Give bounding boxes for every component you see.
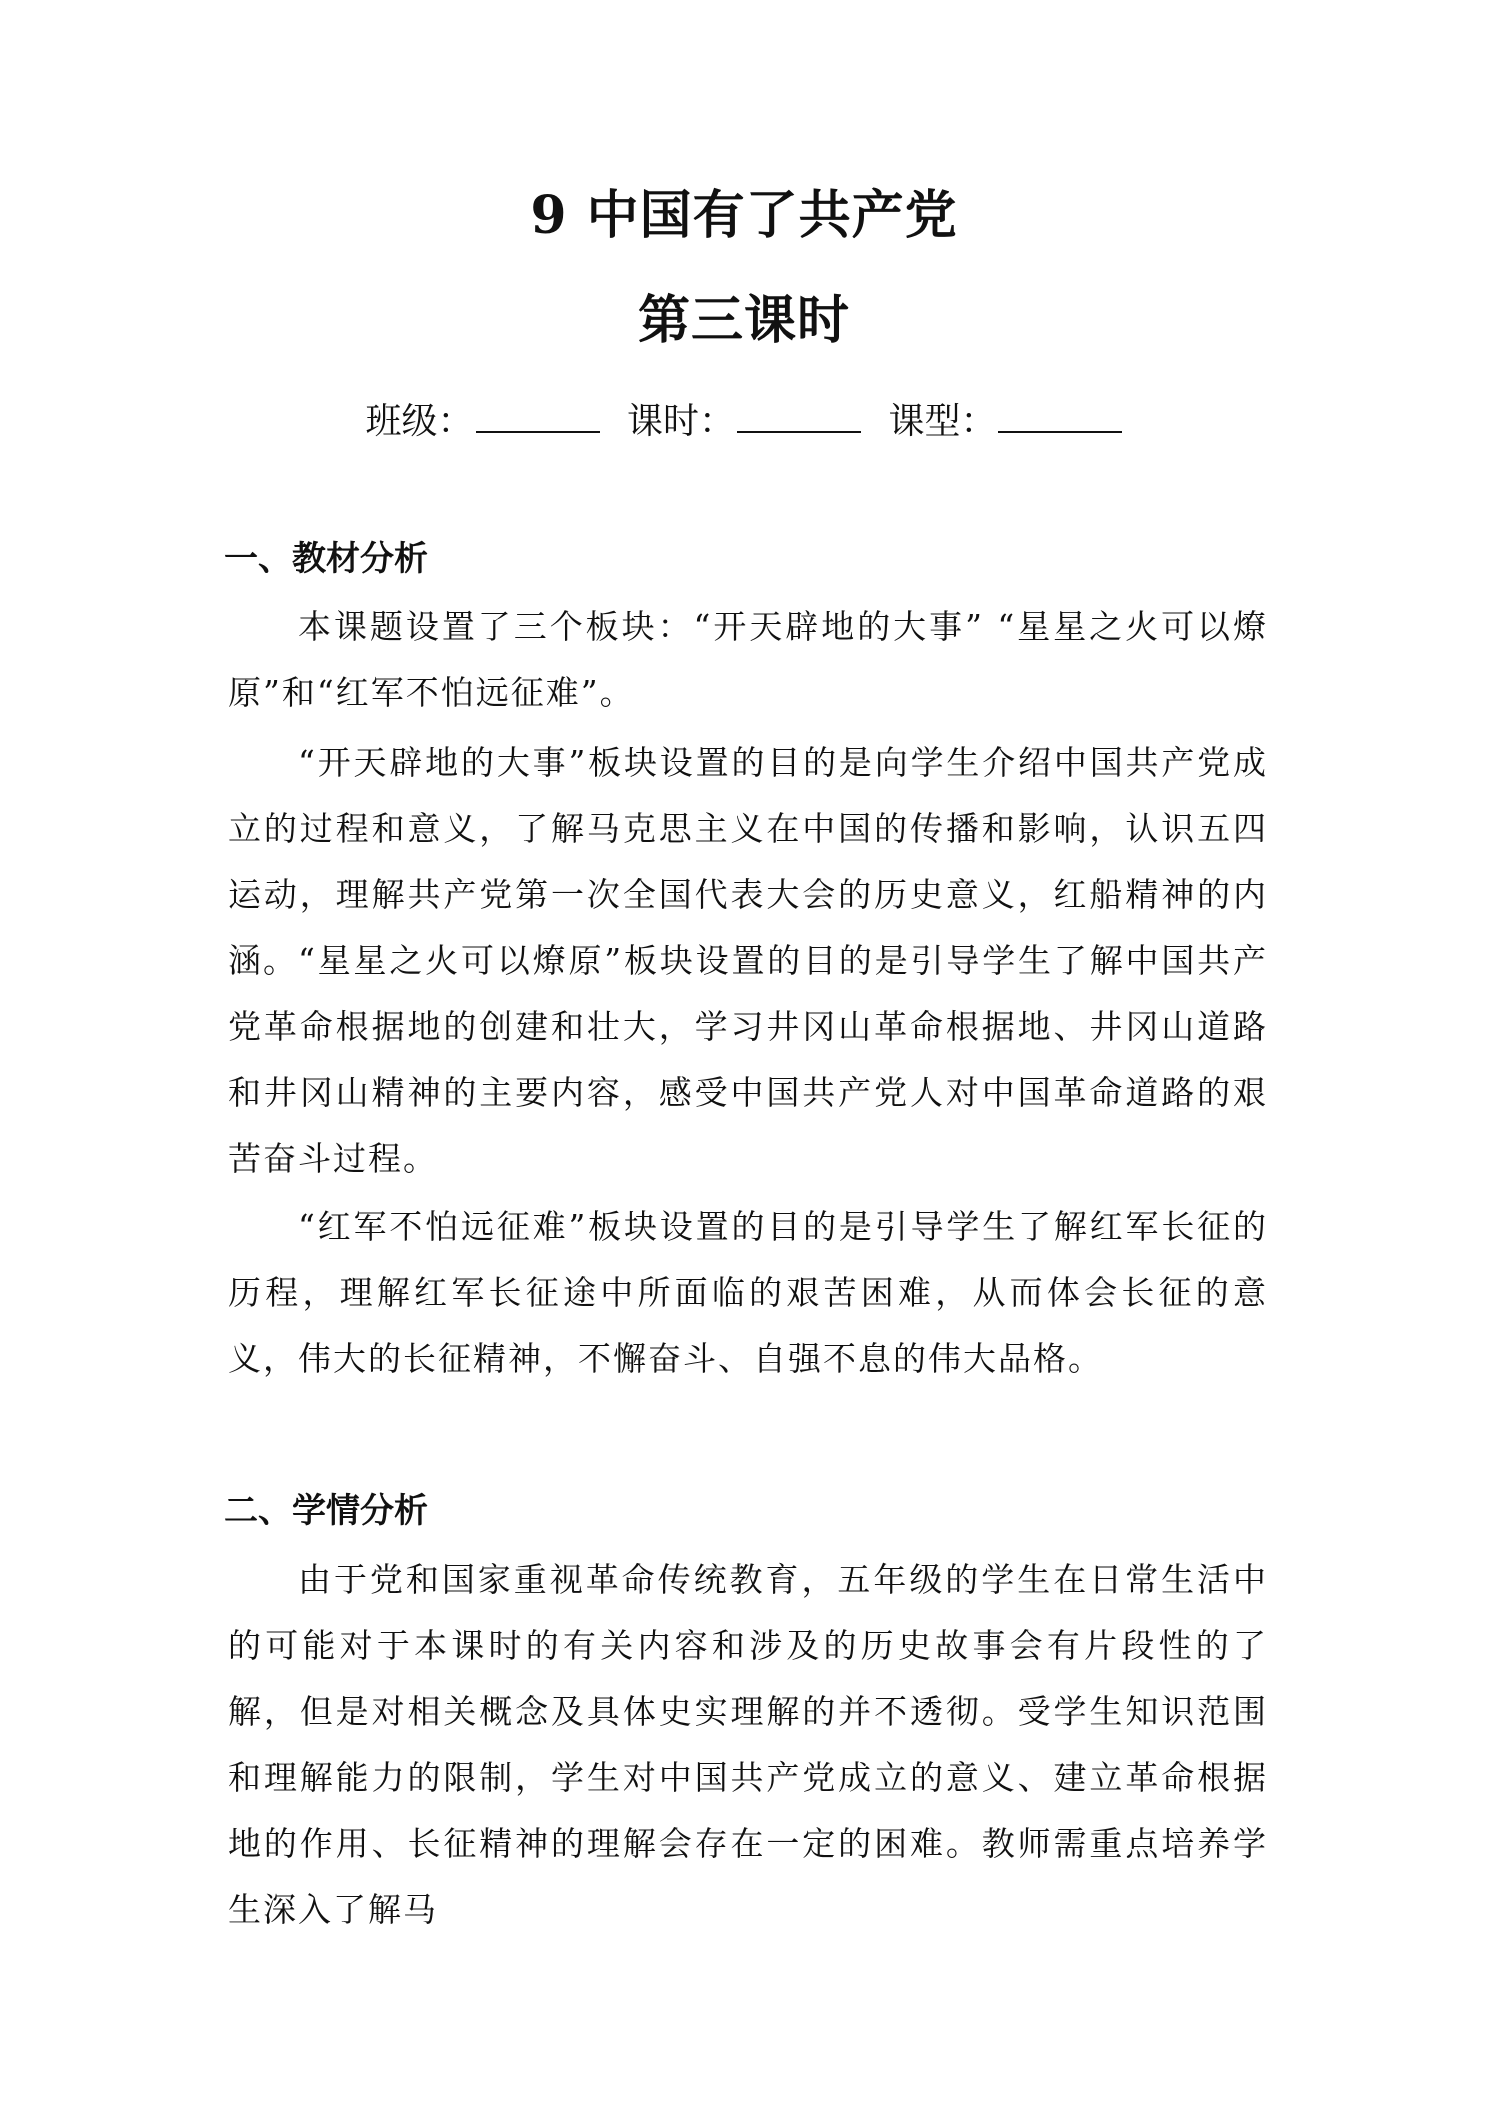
paragraph: “红军不怕远征难”板块设置的目的是引导学生了解红军长征的历程，理解红军长征途中所面临的艰苦困难，从而体会长征的意义，伟大的长征精神，不懈奋斗、自强不息的伟大品格。 [228,1207,1268,1378]
meta-type-label: 课型： [888,401,997,442]
meta-class [366,400,600,444]
section-heading-textbook-analysis: 一、教材分析 [224,539,428,579]
meta-class-label: 班级： [365,401,474,442]
meta-period-blank [737,401,861,433]
meta-period-label: 课时： [626,401,735,442]
paragraph: “星星之火可以燎原”板块设置的目的是引导学生了解中国共产党革命根据地的创建和壮大，学习井冈山革命根据地、井冈山道路和井冈山精神的主要内容，感受中国共产党人对中国革命道路的艰苦奋斗过程。 [228,941,1268,1178]
paragraph: 本课题设置了三个板块：“开天辟地的大事” “星星之火可以燎原”和“红军不怕远征难”。 [228,607,1268,712]
lesson-title: 9 中国有了共产党 [530,185,958,246]
meta-row [0,400,1488,444]
paragraph: 由于党和国家重视革命传统教育，五年级的学生在日常生活中的可能对于本课时的有关内容和涉及的历史故事会有片段性的了解，但是对相关概念及具体史实理解的并不透彻。受学生知识范围和理解能力的限制，学生对中国共产党成立的意义、建立革命根据地的作用、长征精神的理解会存在一定的困难。教师需重点培养学生深入了解马 [228,1560,1268,1929]
meta-class-blank [476,401,600,433]
meta-period [627,400,861,444]
section-heading-student-analysis: 二、学情分析 [224,1491,428,1531]
meta-type-blank [998,401,1122,433]
meta-type [888,400,1122,444]
paragraph: “开天辟地的大事”板块设置的目的是向学生介绍中国共产党成立的过程和意义，了解马克思主义在中国的传播和影响，认识五四运动，理解共产党第一次全国代表大会的历史意义，红船精神的内涵。 [228,743,1268,980]
lesson-subtitle: 第三课时 [637,290,850,351]
